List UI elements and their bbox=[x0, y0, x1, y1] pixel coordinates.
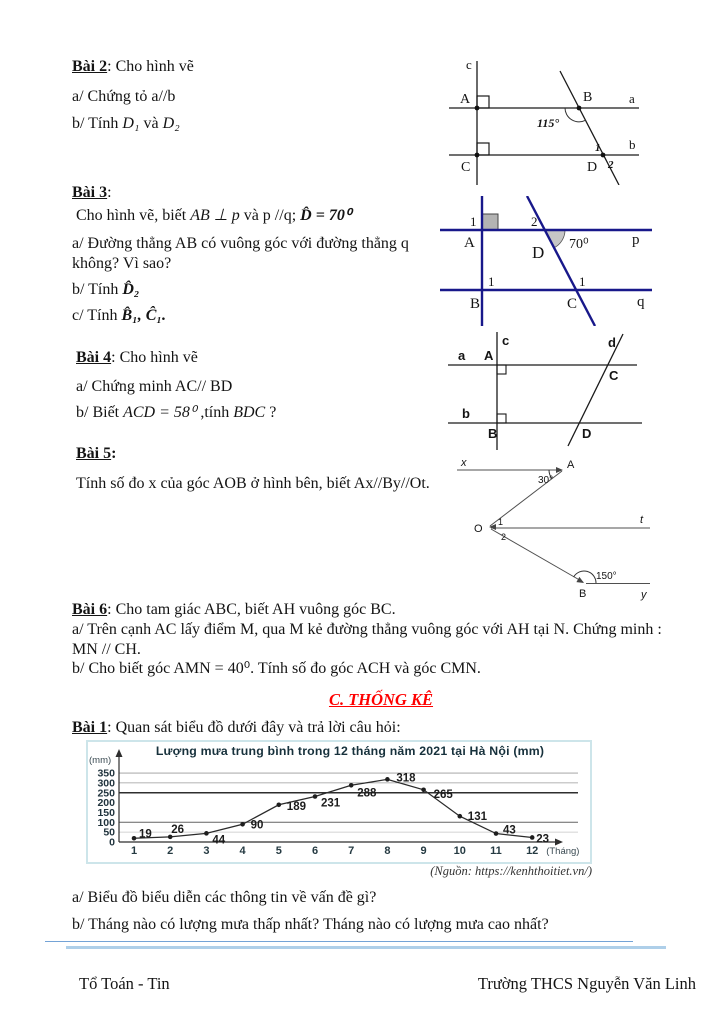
data-label-9: 265 bbox=[433, 788, 453, 801]
ytick-350: 350 bbox=[97, 767, 115, 780]
xtick-4: 4 bbox=[239, 845, 246, 857]
bai2-heading bbox=[72, 57, 194, 77]
bai1-question-a: a/ Biểu đồ biểu diễn các thông tin về vấn đề gì? bbox=[72, 889, 377, 906]
fig4-right-angle-A bbox=[497, 365, 506, 374]
bai4-part-a: a/ Chứng minh AC// BD bbox=[76, 378, 233, 395]
xtick-12: 12 bbox=[526, 845, 539, 857]
bai6-part-a2: MN // CH. bbox=[72, 641, 141, 658]
fig3-label-70: 70⁰ bbox=[569, 237, 589, 252]
fig3-label-1B: 1 bbox=[488, 274, 495, 289]
fig2-point-B bbox=[577, 106, 582, 111]
fig3-label-C: C bbox=[567, 296, 578, 312]
fig2-point-A bbox=[475, 106, 480, 111]
bai3-part-b bbox=[72, 280, 140, 300]
fig4-label-C: C bbox=[609, 368, 619, 383]
fig5-label-y: y bbox=[641, 589, 647, 601]
data-point-7 bbox=[349, 783, 354, 788]
bai4-b-math2: BDC bbox=[233, 404, 266, 421]
data-label-12: 23 bbox=[536, 833, 549, 846]
bai3-part-a1: a/ Đường thẳng AB có vuông góc với đường thẳng q bbox=[72, 235, 409, 252]
bai2-b-d1: D₁ bbox=[122, 115, 140, 132]
fig2-label-2: 2 bbox=[608, 159, 614, 171]
ytick-150: 150 bbox=[97, 806, 115, 819]
data-label-4: 90 bbox=[250, 819, 264, 832]
data-label-8: 318 bbox=[396, 772, 416, 785]
bai3-c-prefix: c/ Tính bbox=[72, 307, 122, 324]
bai4-label: Bài 4 bbox=[76, 349, 112, 366]
data-point-5 bbox=[277, 802, 282, 807]
bai1-title-text: : Quan sát biểu đồ dưới đây và trả lời câu hỏi: bbox=[107, 719, 401, 736]
fig2-point-C bbox=[475, 153, 480, 158]
bai3-part-c bbox=[72, 306, 166, 326]
fig5-label-x: x bbox=[461, 457, 467, 469]
footer-left: Tổ Toán - Tin bbox=[79, 974, 170, 993]
fig2-label-B: B bbox=[583, 90, 593, 105]
bai2-part-b bbox=[72, 114, 180, 134]
fig2-label-1: 1 bbox=[595, 142, 601, 154]
fig3-label-A: A bbox=[464, 235, 475, 251]
xtick-6: 6 bbox=[311, 845, 319, 857]
fig4-label-D: D bbox=[582, 426, 592, 441]
bai3-label: Bài 3 bbox=[72, 184, 108, 201]
bai4-title-text: : Cho hình vẽ bbox=[111, 349, 198, 366]
section-c-heading: C. THỐNG KÊ bbox=[328, 690, 434, 709]
bai2-part-a: a/ Chứng tỏ a//b bbox=[72, 88, 176, 105]
bai1-heading bbox=[72, 718, 401, 738]
bai3-b-prefix: b/ Tính bbox=[72, 281, 123, 298]
bai4-heading bbox=[76, 348, 198, 368]
data-point-1 bbox=[132, 836, 137, 841]
xtick-11: 11 bbox=[490, 845, 502, 857]
data-point-9 bbox=[421, 787, 426, 792]
fig3-right-angle-A bbox=[482, 214, 498, 230]
bai6-part-a: a/ Trên cạnh AC lấy điểm M, qua M kẻ đường thẳng vuông góc với AH tại N. Chứng minh : bbox=[72, 621, 662, 638]
xtick-9: 9 bbox=[420, 845, 427, 857]
xtick-2: 2 bbox=[167, 845, 174, 857]
data-label-5: 189 bbox=[286, 800, 306, 813]
fig2-point-D bbox=[601, 153, 606, 158]
bai4-b-math1: ACD = 58⁰ bbox=[123, 404, 197, 421]
fig2-right-angle-A bbox=[477, 96, 489, 108]
fig5-label-A: A bbox=[567, 459, 575, 471]
fig5-arrow-B bbox=[576, 577, 584, 583]
fig4-label-A: A bbox=[484, 348, 494, 363]
fig2-label-c: c bbox=[466, 57, 472, 72]
fig5-label-30: 30° bbox=[538, 475, 554, 486]
fig2-right-angle-C bbox=[477, 143, 489, 155]
fig3-label-1C: 1 bbox=[579, 274, 586, 289]
fig4-label-B: B bbox=[488, 426, 498, 441]
bai6-part-b: b/ Cho biết góc AMN = 40⁰. Tính số đo góc ACH và góc CMN. bbox=[72, 660, 481, 677]
fig4-label-a: a bbox=[458, 348, 466, 363]
fig5-arrow-A bbox=[556, 467, 563, 473]
fig3-label-2: 2 bbox=[531, 214, 538, 229]
xtick-7: 7 bbox=[348, 845, 355, 857]
bai3-part-a2: không? Vì sao? bbox=[72, 255, 172, 272]
fig3-label-q: q bbox=[637, 294, 645, 310]
data-label-3: 44 bbox=[212, 834, 226, 847]
bai4-b-mid: ,tính bbox=[196, 404, 234, 421]
bai3-given-prefix: Cho hình vẽ, biết bbox=[76, 207, 191, 224]
bai3-given-angle: D̂ = 70⁰ bbox=[300, 207, 352, 224]
data-label-2: 26 bbox=[171, 823, 184, 836]
data-point-6 bbox=[313, 794, 318, 799]
bai2-title-text: : Cho hình vẽ bbox=[107, 58, 194, 75]
data-point-4 bbox=[240, 822, 245, 827]
bai4-part-b bbox=[76, 403, 276, 423]
x-axis-unit: (Tháng) bbox=[546, 846, 580, 857]
bai6-title-text: : Cho tam giác ABC, biết AH vuông góc BC. bbox=[107, 601, 396, 618]
data-label-7: 288 bbox=[357, 787, 377, 800]
bai4-b-prefix: b/ Biết bbox=[76, 404, 124, 421]
bai3-given bbox=[76, 206, 351, 226]
chart-title: Lượng mưa trung bình trong 12 tháng năm 2021 tại Hà Nội (mm) bbox=[155, 744, 545, 758]
fig5-arrow-O bbox=[489, 524, 496, 530]
data-label-11: 43 bbox=[503, 824, 516, 837]
ytick-300: 300 bbox=[97, 777, 115, 790]
bai4-b-end: ? bbox=[265, 404, 277, 421]
xtick-8: 8 bbox=[384, 845, 391, 857]
bai3-colon: : bbox=[107, 184, 112, 201]
fig5-label-B: B bbox=[579, 588, 587, 600]
fig3-label-B: B bbox=[470, 296, 481, 312]
fig3-label-D: D bbox=[532, 243, 545, 262]
xtick-3: 3 bbox=[203, 845, 210, 857]
ytick-100: 100 bbox=[97, 816, 115, 829]
bai2-figure bbox=[443, 57, 643, 185]
bai3-b-math: D̂₂ bbox=[122, 281, 140, 298]
footer-rule-bottom bbox=[66, 946, 666, 949]
fig5-label-t: t bbox=[640, 514, 644, 526]
bai5-figure bbox=[445, 455, 693, 602]
y-axis-unit: (mm) bbox=[89, 755, 112, 766]
data-point-3 bbox=[204, 831, 209, 836]
bai6-label: Bài 6 bbox=[72, 601, 108, 618]
fig3-label-p: p bbox=[632, 232, 640, 248]
fig4-line-d bbox=[568, 334, 623, 446]
rain-chart bbox=[88, 742, 590, 862]
xtick-10: 10 bbox=[453, 845, 466, 857]
fig2-label-C: C bbox=[461, 160, 471, 175]
fig2-label-A: A bbox=[460, 92, 471, 107]
data-point-10 bbox=[458, 814, 463, 819]
bai2-b-and: và bbox=[139, 115, 163, 132]
bai6-heading bbox=[72, 600, 396, 620]
fig3-label-1A: 1 bbox=[470, 214, 477, 229]
ytick-0: 0 bbox=[109, 836, 115, 849]
xtick-5: 5 bbox=[275, 845, 282, 857]
data-label-6: 231 bbox=[321, 797, 341, 810]
fig4-label-b: b bbox=[462, 406, 470, 421]
data-point-8 bbox=[385, 777, 390, 782]
bai2-b-prefix: b/ Tính bbox=[72, 115, 123, 132]
fig4-label-c: c bbox=[502, 333, 510, 348]
footer-right: Trường THCS Nguyễn Văn Linh bbox=[477, 974, 696, 993]
rain-chart-box bbox=[86, 740, 592, 864]
fig4-right-angle-B bbox=[497, 414, 506, 423]
bai3-given-mid: và p //q; bbox=[239, 207, 301, 224]
x-axis-arrow bbox=[555, 839, 563, 846]
fig5-label-150: 150° bbox=[596, 571, 617, 582]
bai5-heading bbox=[76, 444, 116, 464]
bai3-given-math: AB ⊥ p bbox=[190, 207, 240, 224]
chart-source: (Nguồn: https://kenhthoitiet.vn/) bbox=[430, 864, 592, 878]
data-point-12 bbox=[530, 835, 535, 840]
bai5-text: Tính số đo x của góc AOB ở hình bên, biết Ax//By//Ot. bbox=[76, 475, 430, 492]
fig2-label-115: 115° bbox=[537, 116, 560, 130]
fig5-label-O: O bbox=[474, 523, 483, 535]
bai2-label: Bài 2 bbox=[72, 58, 108, 75]
fig4-label-d: d bbox=[608, 335, 616, 350]
bai1-label: Bài 1 bbox=[72, 719, 108, 736]
bai4-figure bbox=[445, 332, 650, 450]
fig3-angle-wedge-D bbox=[545, 230, 565, 248]
footer-rule-top bbox=[45, 941, 633, 942]
fig2-label-b: b bbox=[629, 137, 636, 152]
ytick-250: 250 bbox=[97, 787, 115, 800]
bai2-b-d2: D₂ bbox=[162, 115, 180, 132]
ytick-200: 200 bbox=[97, 797, 115, 810]
data-label-10: 131 bbox=[467, 811, 487, 824]
bai1-question-b: b/ Tháng nào có lượng mưa thấp nhất? Tháng nào có lượng mưa cao nhất? bbox=[72, 916, 549, 933]
fig2-label-a: a bbox=[629, 91, 635, 106]
bai3-heading bbox=[72, 183, 112, 203]
fig5-label-1: 1 bbox=[498, 517, 504, 527]
data-label-1: 19 bbox=[139, 828, 152, 841]
xtick-1: 1 bbox=[130, 845, 138, 857]
bai5-colon: : bbox=[111, 445, 117, 462]
bai5-label: Bài 5 bbox=[76, 445, 112, 462]
ytick-50: 50 bbox=[103, 826, 115, 839]
bai3-c-math: B̂₁, Ĉ₁. bbox=[121, 307, 166, 324]
fig5-label-2: 2 bbox=[501, 532, 507, 542]
bai3-figure bbox=[432, 196, 670, 326]
fig2-label-D: D bbox=[587, 160, 598, 175]
data-point-11 bbox=[494, 831, 499, 836]
